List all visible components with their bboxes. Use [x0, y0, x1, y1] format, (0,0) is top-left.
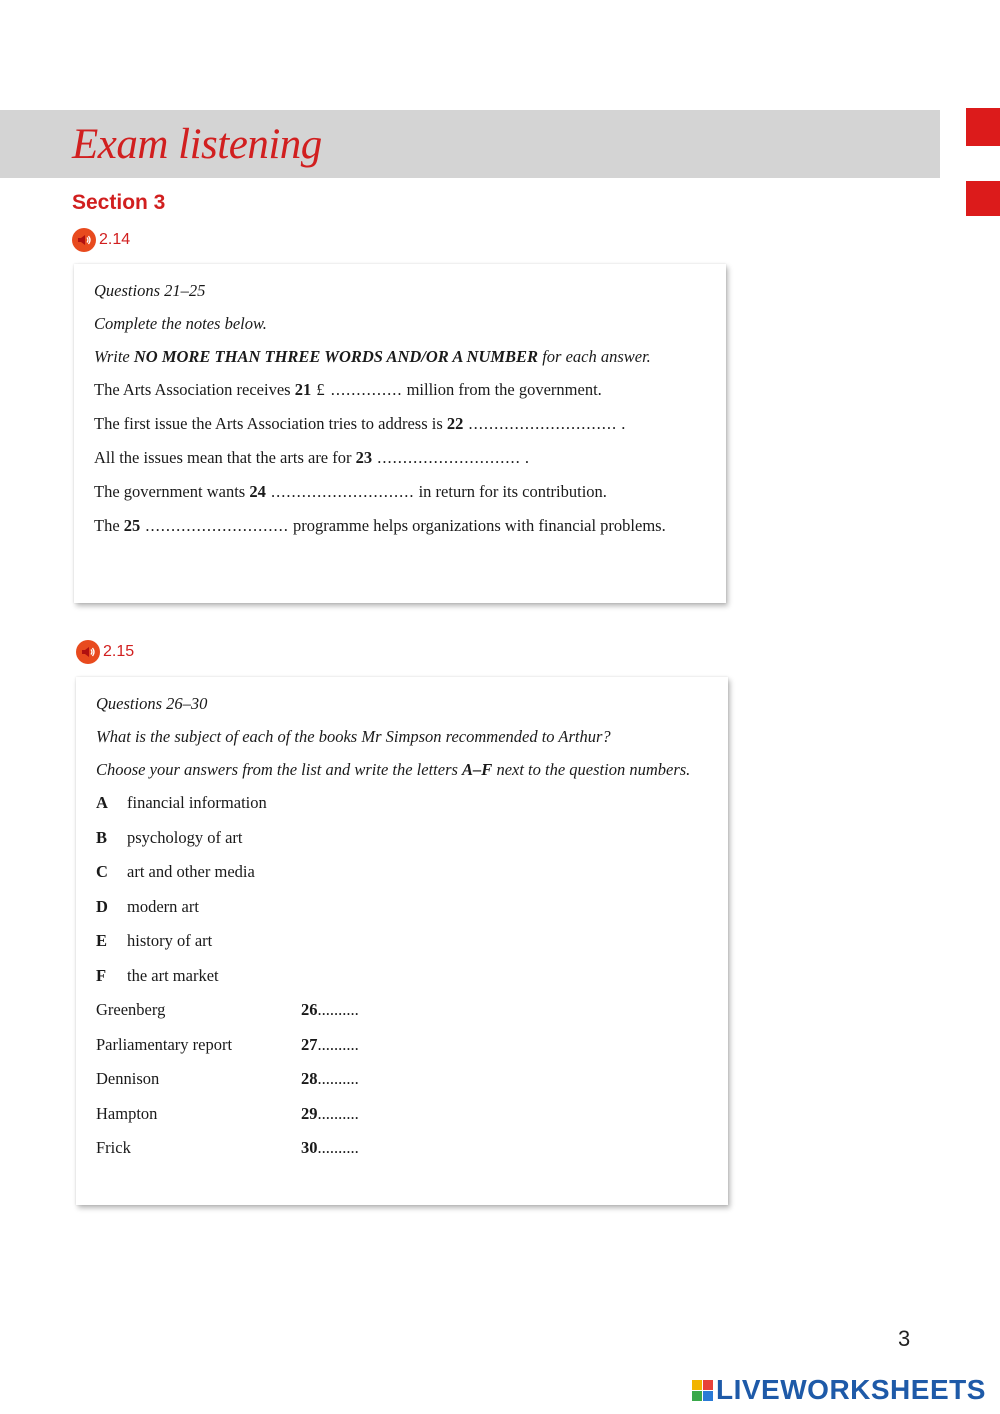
liveworksheets-logo-icon — [692, 1380, 713, 1401]
question-number: 22 — [446, 414, 464, 433]
audio-label: 2.14 — [99, 231, 131, 248]
questions-26-30-box — [76, 677, 728, 1205]
answer-blank-26[interactable]: .......... — [317, 1000, 359, 1019]
answer-blank-22[interactable]: ............................. — [463, 414, 618, 433]
note-23: All the issues mean that the arts are for 23 ............................ . — [94, 448, 529, 467]
question-number: 27 — [301, 1034, 318, 1054]
option-a — [96, 792, 708, 814]
note-21: The Arts Association receives 21 £ .............. million from the government. — [94, 380, 602, 399]
note-24: The government wants 24 ............................ in return for its contribution. — [94, 482, 607, 501]
match-row-27 — [96, 1034, 708, 1056]
instruction-complete: Complete the notes below. — [94, 314, 267, 333]
question-number: 26 — [301, 1000, 318, 1019]
question-number: 24 — [249, 482, 266, 501]
speaker-icon[interactable] — [72, 228, 96, 252]
option-e — [96, 930, 708, 952]
answer-blank-23[interactable]: ............................ — [372, 448, 521, 467]
audio-label: 2.15 — [103, 643, 135, 660]
option-text: the art market — [127, 965, 219, 985]
option-f — [96, 965, 708, 987]
book-name: Greenberg — [96, 1000, 166, 1019]
option-letter: C — [96, 862, 108, 881]
question-number: 23 — [355, 448, 373, 467]
instruction-question: What is the subject of each of the books Mr Simpson recommended to Arthur? — [96, 727, 611, 746]
option-text: psychology of art — [127, 827, 243, 847]
audio-track-2-14[interactable] — [72, 228, 130, 252]
option-letter: D — [96, 896, 108, 916]
page-number: 3 — [898, 1326, 911, 1351]
word-limit-emphasis: NO MORE THAN THREE WORDS AND/OR A NUMBER — [133, 347, 539, 366]
question-number: 28 — [301, 1069, 318, 1088]
instruction-word-limit: Write NO MORE THAN THREE WORDS AND/OR A NUMBER for each answer. — [94, 347, 651, 366]
answer-blank-25[interactable]: ............................ — [140, 516, 289, 535]
answer-blank-28[interactable]: .......... — [317, 1069, 359, 1088]
note-25: The 25 ............................ programme helps organizations with financial problems. — [94, 516, 666, 535]
brand-name: LIVEWORKSHEETS — [716, 1374, 986, 1405]
note-22: The first issue the Arts Association tries to address is 22 ............................. . — [94, 414, 626, 433]
questions-21-25-box — [74, 264, 726, 603]
book-name: Frick — [96, 1138, 131, 1157]
option-letter: F — [96, 965, 107, 985]
book-name: Hampton — [96, 1103, 158, 1123]
answer-blank-27[interactable]: .......... — [317, 1034, 359, 1054]
answer-blank-29[interactable]: .......... — [317, 1103, 359, 1123]
edge-tab-bottom — [966, 181, 1000, 216]
option-text: history of art — [127, 931, 213, 950]
question-number: 29 — [301, 1103, 318, 1123]
question-number: 21 — [294, 380, 312, 399]
page-title: Exam listening — [72, 121, 322, 168]
edge-tab-top — [966, 108, 1000, 146]
section-heading: Section 3 — [72, 191, 166, 214]
question-number: 30 — [301, 1138, 318, 1157]
match-row-26 — [96, 999, 708, 1021]
match-row-29 — [96, 1103, 708, 1125]
option-c — [96, 861, 708, 883]
book-name: Parliamentary report — [96, 1034, 233, 1054]
speaker-icon[interactable] — [76, 640, 100, 664]
option-d — [96, 896, 708, 918]
liveworksheets-logo[interactable] — [692, 1374, 986, 1406]
answer-blank-21[interactable]: £ .............. — [311, 380, 403, 399]
questions-title: Questions 21–25 — [94, 281, 206, 300]
option-letter: B — [96, 827, 108, 847]
option-text: art and other media — [127, 862, 255, 881]
option-text: financial information — [127, 793, 267, 812]
match-row-28 — [96, 1068, 708, 1090]
instruction-choose: Choose your answers from the list and write the letters A–F next to the question numbers. — [96, 760, 691, 779]
option-b — [96, 827, 708, 849]
match-row-30 — [96, 1137, 708, 1159]
questions-title: Questions 26–30 — [96, 694, 208, 713]
audio-track-2-15[interactable] — [76, 640, 134, 664]
option-letter: A — [96, 793, 108, 812]
option-text: modern art — [127, 896, 199, 916]
question-number: 25 — [123, 516, 141, 535]
book-name: Dennison — [96, 1069, 160, 1088]
answer-blank-24[interactable]: ............................ — [265, 482, 415, 501]
answer-blank-30[interactable]: .......... — [317, 1138, 359, 1157]
option-letter: E — [96, 931, 108, 950]
letter-range: A–F — [462, 760, 493, 779]
